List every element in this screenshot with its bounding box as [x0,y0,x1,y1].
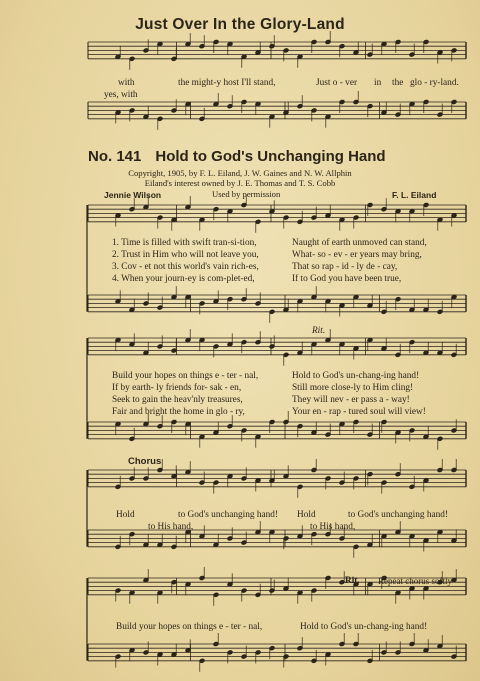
verse-4a-right: If to God you have been true, [292,274,402,284]
lyric-word: to God's unchanging hand! [348,510,449,520]
final-line-left: Build your hopes on things e - ter - nal, [116,622,263,632]
lyric-word: with [118,78,135,88]
verse-4a-left: 4. When your journ-ey is com-plet-ed, [112,274,255,284]
lyric-word: in [374,78,382,88]
verse-2b-right: Still more close-ly to Him cling! [292,383,414,393]
verse-1a-right: Naught of earth unmoved can stand, [292,238,427,248]
chorus-label: Chorus [128,456,162,467]
lyric-word: to His hand, [310,522,356,532]
lyric-word: Hold [297,510,316,520]
verse-2b-left: If by earth- ly friends for- sak - en, [112,383,242,393]
lyric-word: the might-y host I'll stand, [178,78,276,88]
verse-1b-right: Hold to God's un-chang-ing hand! [292,371,420,381]
verse-1b-left: Build your hopes on things e - ter - nal, [112,371,259,381]
verse-2a-right: What- so - ev - er years may bring, [292,250,422,260]
hymn-title: Hold to God's Unchanging Hand [155,148,386,165]
lyricist-credit: Jennie Wilson [104,190,162,200]
verse-3b-right: They will nev - er pass a - way! [292,395,410,405]
repeat-instruction: Repeat chorus softly [378,576,452,586]
lyric-word: to God's unchanging hand! [178,510,279,520]
lyric-word: Hold [116,510,135,520]
lyric-word: the [392,78,404,88]
copyright-line-2: Eiland's interest owned by J. E. Thomas and T. S. Cobb [144,178,336,188]
ritardando-mark-2: Rit. [345,576,360,586]
lyric-word: Just o - ver [316,78,358,88]
copyright-line-1: Copyright, 1905, by F. L. Eiland, J. W. Gaines and N. W. Allphin [128,168,352,178]
verse-4b-left: Fair and bright the home in glo - ry, [112,407,245,417]
top-lyric-line-2: yes, with [104,90,138,100]
verse-3b-left: Seek to gain the heav'nly treasures, [112,395,243,405]
verse-3a-left: 3. Cov - et not this world's vain rich-es, [112,262,259,272]
composer-credit: F. L. Eiland [392,190,437,200]
verse-3a-right: That so rap - id - ly de - cay, [292,262,398,272]
hymn-number: No. 141 [88,148,142,165]
lyric-word: to His hand, [148,522,194,532]
verse-4b-right: Your en - rap - tured soul will view! [292,407,426,417]
hymn-heading [88,148,468,165]
verse-2a-left: 2. Trust in Him who will not leave you, [112,250,259,260]
final-line-right: Hold to God's un-chang-ing hand! [300,622,428,632]
ritardando-mark: Rit. [312,326,326,336]
top-hymn-title: Just Over In the Glory-Land [135,16,345,33]
lyric-word: glo - ry-land. [410,78,459,88]
verse-1a-left: 1. Time is filled with swift tran-si-tion, [112,238,257,248]
permission-note: Used by permission [212,189,281,199]
